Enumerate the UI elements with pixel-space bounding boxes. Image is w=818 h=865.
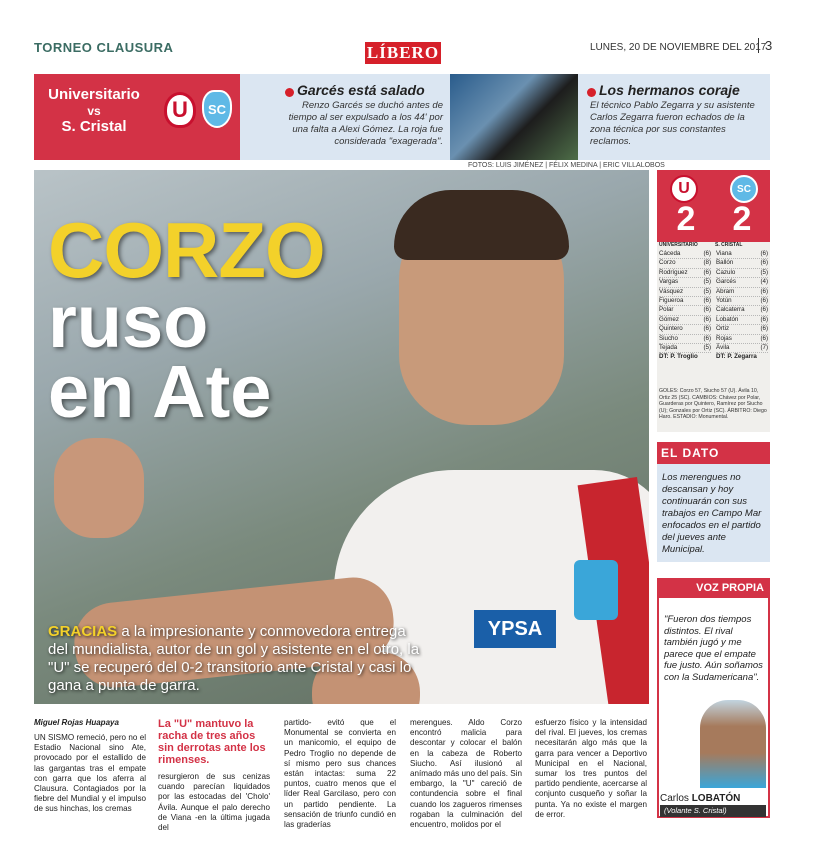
score-home: 2 <box>676 200 696 238</box>
sporting-cristal-crest-icon: SC <box>202 90 232 128</box>
issue-date: LUNES, 20 DE NOVIEMBRE DEL 2017 <box>590 42 767 53</box>
dato-text: Los merengues no descansan y hoy continuarán con sus trabajos en Campo Mar enfocados en el partido del jueves ante Municipal. <box>662 472 762 555</box>
player-name: Quintero <box>659 325 683 333</box>
player-rating: (5) <box>703 344 711 352</box>
lineup-row <box>659 288 711 297</box>
player-name: Rodríguez <box>659 268 688 276</box>
universitario-crest-icon: U <box>670 175 698 203</box>
player-name: Yotún <box>716 297 732 305</box>
player-rating: (5) <box>703 278 711 286</box>
player-rating: (8) <box>703 259 711 267</box>
player-rating: (6) <box>703 250 711 257</box>
article-column: partido- evitó que el Monumental se convierta en un manicomio, el equipo de Pedro Troglio no depende de sí mismo pero sus chances están intactas: suma 22 puntos, cuatro menos que el líder Real Garcilaso, pero con un partido pendiente. La sensación de triunfo cundió en las graderías <box>284 718 396 830</box>
lineup-row <box>659 335 711 344</box>
player-rating: (5) <box>760 268 768 276</box>
news-text: Renzo Garcés se duchó antes de tiempo al ser expulsado a los 44' por una falta a Alexi Gómez. La roja fue considerada "exagerada". <box>288 100 443 147</box>
lineup-row <box>659 297 711 306</box>
player-rating: (6) <box>703 325 711 333</box>
player-name: Vásquez <box>659 287 684 295</box>
player-rating: (6) <box>703 334 711 342</box>
article-column: resurgieron de sus cenizas cuando parecían liquidados por las estocadas del 'Cholo' Ávila. Aunque el palo derecho de Viana -en la última jugada del <box>158 772 270 833</box>
player-name: Viana <box>716 250 732 257</box>
lineup-row <box>716 288 768 297</box>
player-name: Calcaterra <box>716 306 745 314</box>
referee-photo <box>450 74 578 160</box>
player-name: Rojas <box>716 334 732 342</box>
player-rating: (5) <box>703 287 711 295</box>
photo-caption <box>48 623 428 695</box>
player-rating: (6) <box>760 325 768 333</box>
player-rating: (6) <box>760 306 768 314</box>
lineup-row <box>716 306 768 315</box>
caption-lead: GRACIAS <box>48 623 118 640</box>
player-name: Tejada <box>659 344 678 352</box>
sporting-cristal-crest-icon: SC <box>730 175 758 203</box>
lineup-home <box>659 250 711 362</box>
news-title: Garcés está salado <box>297 82 425 98</box>
lineup-row <box>716 297 768 306</box>
coach-name: DT: P. Troglio <box>659 353 698 361</box>
lineup-row <box>716 316 768 325</box>
lineup-row <box>716 269 768 278</box>
lineup-away <box>716 250 768 362</box>
player-rating: (6) <box>760 259 768 267</box>
player-rating: (6) <box>703 315 711 323</box>
player-rating: (6) <box>760 315 768 323</box>
player-name: Cazulo <box>716 268 736 276</box>
player-name: Abram <box>716 287 735 295</box>
match-team2: S. Cristal <box>61 118 127 135</box>
article-column: esfuerzo físico y la intensidad del rival. El jueves, los cremas necesitarán algo más que la garra para vencer a Deportivo Municipal en el Nacional, sumar los tres puntos del partido pendiente, acercarse al conjunto cusqueño y soñar la punta. Ya no existe el margen de error. <box>535 718 647 819</box>
headline-line3: en Ate <box>48 350 272 433</box>
headline-line1: CORZO <box>48 206 325 294</box>
match-vs: vs <box>87 104 101 118</box>
player-portrait <box>700 700 766 788</box>
player-name: Ballón <box>716 259 734 267</box>
player-name: Gómez <box>659 315 679 323</box>
player-name: Garcés <box>716 278 736 286</box>
author-first-name: Carlos <box>660 793 689 804</box>
player-name: Vargas <box>659 278 679 286</box>
player-rating: (6) <box>703 306 711 314</box>
player-name: Cáceda <box>659 250 681 257</box>
lineup-row <box>716 259 768 268</box>
team-name-away: S. CRISTAL <box>715 242 743 248</box>
match-team1: Universitario <box>48 86 140 103</box>
player-name: Corzo <box>659 259 676 267</box>
news-text: El técnico Pablo Zegarra y su asistente Carlos Zegarra fueron echados de la zona técnica por sus constantes reclamos. <box>590 100 755 147</box>
dato-heading: EL DATO <box>657 442 770 464</box>
author-role: (Volante S. Cristal) <box>660 805 766 817</box>
bullet-icon <box>285 88 294 97</box>
author-last-name: LOBATÓN <box>691 793 741 804</box>
section-title: TORNEO CLAUSURA <box>34 40 174 55</box>
player-name: Siucho <box>659 334 678 342</box>
player-rating: (7) <box>760 344 768 352</box>
headline-line2: ruso <box>48 280 209 363</box>
player-rating: (6) <box>760 334 768 342</box>
player-rating: (6) <box>760 287 768 295</box>
lineup-row <box>659 316 711 325</box>
news-title: Los hermanos coraje <box>599 82 740 98</box>
page-number: 3 <box>758 38 772 53</box>
lineup-row <box>659 278 711 287</box>
quote-heading: VOZ PROPIA <box>657 578 770 598</box>
lineup-row <box>716 344 768 353</box>
lineup-row <box>659 259 711 268</box>
byline: Miguel Rojas Huapaya <box>34 718 119 727</box>
coach-name: DT: P. Zegarra <box>716 353 757 361</box>
player-rating: (6) <box>703 268 711 276</box>
player-rating: (6) <box>760 250 768 257</box>
newspaper-logo: LÍBERO <box>366 43 440 62</box>
player-rating: (6) <box>703 297 711 305</box>
lineup-row <box>716 325 768 334</box>
team-name-home: UNIVERSITARIO <box>659 242 698 248</box>
lineup-row <box>659 250 711 259</box>
player-rating: (6) <box>760 297 768 305</box>
caption-text: a la impresionante y conmovedora entrega del mundialista, autor de un gol y asistente en el otro, la "U" se recuperó del 0-2 transitorio ante Cristal y casi lo gana a punta de garra. <box>48 623 420 694</box>
player-name: Figueroa <box>659 297 684 305</box>
lineup-row <box>716 250 768 259</box>
lineup-row <box>716 335 768 344</box>
shirt-sponsor: YPSA <box>474 610 556 648</box>
pull-quote: La "U" mantuvo la racha de tres años sin derrotas ante los rimenses. <box>158 718 266 766</box>
universitario-crest-icon: U <box>164 92 196 128</box>
player-name: Ortiz <box>716 325 730 333</box>
lineup-row <box>659 325 711 334</box>
bullet-icon <box>587 88 596 97</box>
player-rating: (4) <box>760 278 768 286</box>
lineup-row <box>659 344 711 353</box>
player-name: Polar <box>659 306 674 314</box>
article-column: merengues. Aldo Corzo encontró malicia para descontar y colocar el balón en la cabeza de Roberto Siucho. Así ilusionó al anímado más uno del país. Sin embargo, la "U" careció de contundencia sobre el final cuando los zagueros rimenses rogaban la culminación del encuentro, molidos por el <box>410 718 522 830</box>
lineup-row <box>659 269 711 278</box>
player-name: Ávila <box>716 344 730 352</box>
lineup-row <box>659 306 711 315</box>
photo-credits: FOTOS: LUIS JIMÉNEZ | FÉLIX MEDINA | ERIC VILLALOBOS <box>468 162 665 169</box>
lineup-row <box>716 278 768 287</box>
score-away: 2 <box>732 200 752 238</box>
player-name: Lobatón <box>716 315 739 323</box>
match-notes: GOLES: Corzo 57, Siucho 57 (U). Ávila 10, Ortiz 25 (SC). CAMBIOS: Chávez por Polar, Guarderas por Quintero, Ramírez por Siucho (U); Gonzales por Ortiz (SC). ÁRBITRO: Diego Haro. ESTADIO: Monumental. <box>659 388 767 421</box>
quote-text: "Fueron dos tiempos distintos. El rival también jugó y me parece que el empate fue justo. Aún soñamos con la Sudamericana". <box>664 614 763 683</box>
quote-author <box>660 793 740 804</box>
article-column: UN SISMO remeció, pero no el Estadio Nacional sino Ate, provocado por el estallido de las gargantas tras el empate con garra que los aferra al Clausura. Contagiados por la fiebre del Mundial y el impulso de sus hinchas, los cremas <box>34 733 146 814</box>
